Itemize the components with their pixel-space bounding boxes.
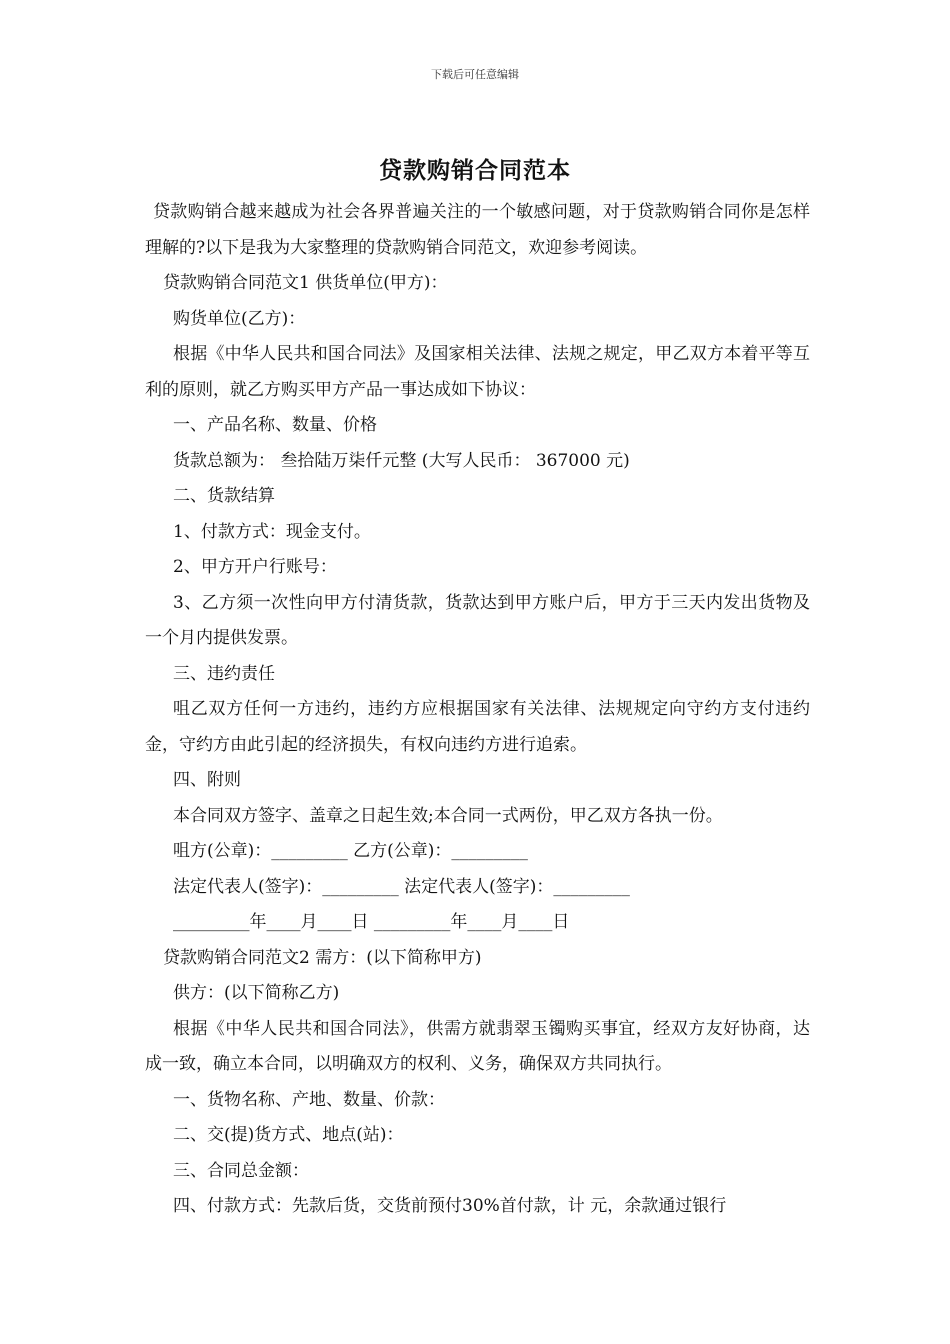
paragraph: 二、交(提)货方式、地点(站)： xyxy=(173,1125,404,1145)
paragraph: 根据《中华人民共和国合同法》及国家相关法律、法规之规定，甲乙双方本着平等互利的原则，就乙方购买甲方产品一事达成如下协议： xyxy=(145,344,810,400)
paragraph: 购货单位(乙方)： xyxy=(173,308,306,329)
paragraph: 一、货物名称、产地、数量、价款： xyxy=(173,1089,445,1110)
paragraph: 供方：(以下简称乙方) xyxy=(173,983,340,1003)
paragraph: 贷款购销合同范文2 需方：(以下简称甲方) xyxy=(163,947,482,968)
document-body xyxy=(145,195,810,1225)
paragraph: 三、合同总金额： xyxy=(173,1160,309,1181)
paragraph: 咀方(公章)：_________ 乙方(公章)：_________ xyxy=(173,841,528,861)
page-header: 下载后可任意编辑 xyxy=(431,68,519,81)
paragraph: 1、付款方式：现金支付。 xyxy=(173,521,371,542)
paragraph: 二、货款结算 xyxy=(173,486,275,506)
document-title: 贷款购销合同范本 xyxy=(379,157,571,184)
paragraph: 三、违约责任 xyxy=(173,663,275,684)
paragraph: 咀乙双方任何一方违约，违约方应根据国家有关法律、法规规定向守约方支付违约金，守约方由此引起的经济损失，有权向违约方进行追索。 xyxy=(145,699,810,755)
paragraph: 一、产品名称、数量、价格 xyxy=(173,415,377,435)
paragraph: _________年____月____日 _________年____月____日 xyxy=(173,912,570,932)
paragraph: 贷款购销合越来越成为社会各界普遍关注的一个敏感问题，对于贷款购销合同你是怎样理解的?以下是我为大家整理的贷款购销合同范文，欢迎参考阅读。 xyxy=(145,202,810,258)
paragraph: 四、付款方式：先款后货，交货前预付30%首付款，计 元，余款通过银行 xyxy=(173,1196,727,1216)
paragraph: 3、乙方须一次性向甲方付清货款，货款达到甲方账户后，甲方于三天内发出货物及一个月内提供发票。 xyxy=(145,592,810,648)
paragraph: 本合同双方签字、盖章之日起生效;本合同一式两份，甲乙双方各执一份。 xyxy=(173,805,723,826)
paragraph: 贷款购销合同范文1 供货单位(甲方)： xyxy=(163,273,448,293)
paragraph: 四、附则 xyxy=(173,770,241,790)
paragraph: 货款总额为： 叁拾陆万柒仟元整 (大写人民币： 367000 元) xyxy=(173,450,630,471)
paragraph: 根据《中华人民共和国合同法》，供需方就翡翠玉镯购买事宜，经双方友好协商，达成一致，确立本合同，以明确双方的权利、义务，确保双方共同执行。 xyxy=(145,1018,810,1074)
paragraph: 2、甲方开户行账号： xyxy=(173,557,337,577)
paragraph: 法定代表人(签字)：_________ 法定代表人(签字)：_________ xyxy=(173,876,630,897)
